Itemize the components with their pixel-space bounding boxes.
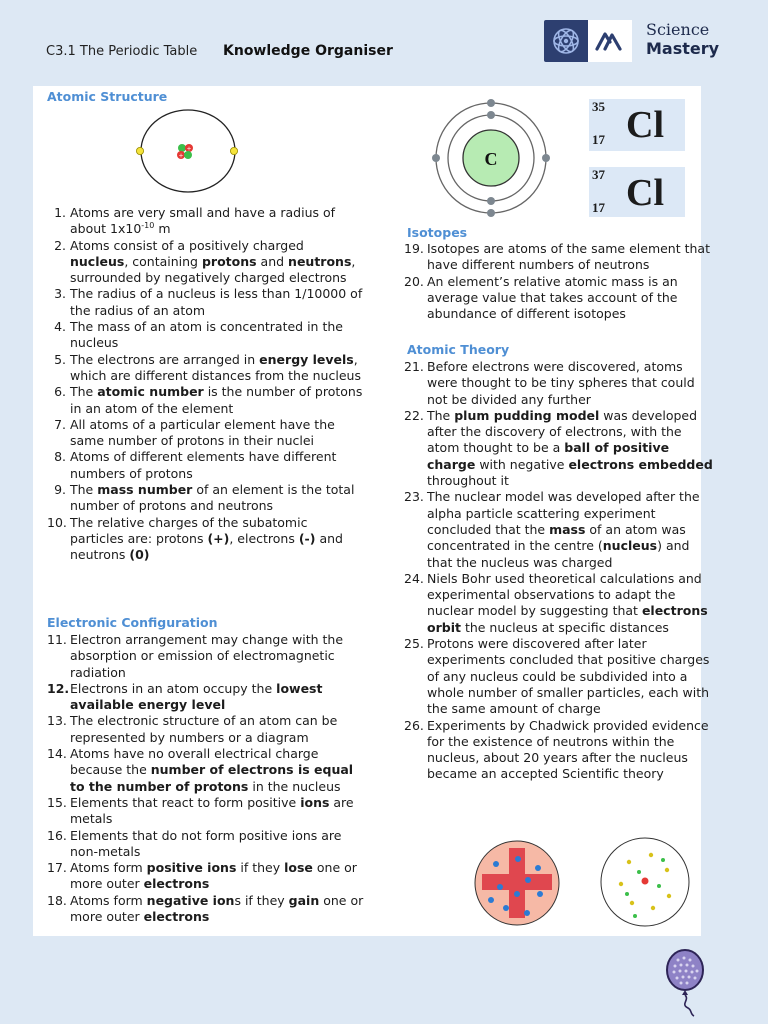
item-text: the nucleus at specific distances	[460, 619, 669, 635]
item-text: The relative charges of the subatomic particles are: protons	[70, 514, 308, 546]
item-text: The electrons are arranged in	[70, 351, 260, 367]
key-term: negative ion	[146, 892, 235, 908]
item-text: and	[256, 253, 289, 269]
key-term: plum pudding model	[454, 407, 600, 423]
page-header	[0, 0, 768, 90]
key-term: gain	[288, 892, 320, 908]
logo-wordmark	[646, 20, 719, 58]
list-item	[47, 319, 365, 352]
item-number: 15.	[47, 794, 67, 810]
logo-word-mastery: Mastery	[646, 39, 720, 58]
item-number: 1.	[54, 205, 66, 220]
list-item	[47, 632, 365, 681]
nuclear-model-icon	[599, 836, 691, 928]
item-number: 17.	[47, 860, 67, 876]
list-item	[404, 718, 716, 783]
svg-text:+: +	[178, 152, 184, 160]
isotope-card-cl-35	[589, 99, 685, 151]
isotope-card-cl-37	[589, 167, 685, 217]
carbon-atom-diagram-icon	[429, 97, 553, 219]
list-item	[47, 286, 365, 319]
key-term: nucleus	[602, 538, 658, 554]
isotope-atomic-number: 17	[592, 132, 605, 147]
item-text: Experiments by Chadwick provided evidence for the existence of neutrons within the nucleus, about 20 years after the nucleus became an accepted Scientific theory	[427, 717, 709, 782]
item-number: 21.	[404, 359, 424, 374]
list-item	[404, 359, 716, 408]
carbon-symbol: C	[484, 149, 498, 169]
list-item	[47, 828, 365, 861]
isotope-mass-number: 35	[592, 99, 605, 114]
list-item	[47, 681, 365, 714]
item-text: , which are different distances from the nucleus	[70, 351, 361, 383]
item-number: 20.	[404, 273, 424, 289]
item-text: Atoms have no overall electrical charge because the	[70, 746, 319, 778]
item-number: 22.	[404, 407, 424, 423]
key-term: electrons	[143, 909, 210, 925]
list-item	[47, 746, 365, 795]
item-text: ) and that the nucleus was charged	[427, 538, 690, 570]
isotope-mass-number: 37	[592, 167, 605, 182]
item-text: All atoms of a particular element have the same number of protons in their nuclei	[70, 416, 335, 449]
key-term: electrons orbit	[427, 603, 708, 635]
item-number: 3.	[54, 286, 66, 302]
item-text: s if they	[234, 892, 289, 908]
item-number: 16.	[47, 827, 67, 843]
key-term: protons	[201, 253, 257, 269]
list-item	[47, 860, 365, 893]
logo-emblem-icon	[544, 20, 632, 62]
item-text: Electrons in an atom occupy the	[70, 680, 277, 696]
list-item	[47, 384, 365, 417]
isotope-symbol: Cl	[626, 172, 664, 214]
item-text: one or more outer	[70, 892, 364, 925]
item-text: The radius of a nucleus is less than 1/10000 of the radius of an atom	[70, 286, 363, 318]
key-term: mass number	[97, 482, 193, 498]
knowledge-organiser-title: Knowledge Organiser	[223, 43, 393, 59]
item-number: 10.	[47, 514, 67, 530]
item-number: 5.	[54, 351, 66, 367]
item-number: 13.	[47, 713, 67, 729]
item-text: Atoms of different elements have different numbers of protons	[70, 449, 337, 481]
knowledge-organiser-sheet	[33, 86, 713, 936]
item-text: The	[427, 407, 455, 423]
item-number: 11.	[47, 632, 67, 647]
list-item	[47, 417, 365, 450]
item-text: with negative	[475, 456, 569, 472]
item-number: 9.	[54, 482, 66, 498]
item-text: throughout it	[427, 473, 509, 489]
list-item	[404, 571, 716, 636]
item-number: 23.	[404, 489, 424, 505]
key-term: nucleus	[70, 253, 125, 269]
list-item	[47, 352, 365, 385]
item-text: Atoms form	[70, 860, 147, 876]
item-number: 6.	[54, 384, 66, 400]
item-text: if they	[236, 860, 285, 876]
item-number: 12.	[47, 680, 70, 696]
item-number: 18.	[47, 892, 67, 908]
list-item	[47, 795, 365, 828]
list-item	[404, 241, 716, 274]
key-term: positive ions	[146, 860, 237, 876]
key-term: ball of positive charge	[427, 440, 670, 472]
key-term: lowest available energy level	[70, 680, 323, 713]
item-text: are metals	[70, 794, 354, 827]
item-text: of an atom was concentrated in the centre (	[427, 521, 686, 554]
key-term: (+)	[207, 530, 230, 546]
item-number: 14.	[47, 746, 67, 762]
balloon-mascot-icon	[664, 948, 710, 1018]
topic-code-title: C3.1 The Periodic Table	[46, 44, 198, 59]
item-text: was developed after the discovery of electrons, with the atom thought to be a	[427, 407, 698, 456]
section-heading-atomic-structure: Atomic Structure	[47, 89, 168, 104]
item-text: one or more outer	[70, 860, 357, 892]
key-term: electrons embedded	[568, 456, 713, 472]
section-heading-atomic-theory: Atomic Theory	[407, 342, 510, 357]
item-text: and neutrons	[70, 530, 343, 563]
list-item	[47, 482, 365, 515]
atomic-theory-list	[404, 359, 716, 783]
item-number: 19.	[404, 241, 424, 256]
electronic-configuration-list	[47, 632, 365, 925]
isotope-atomic-number: 17	[592, 200, 605, 215]
list-item	[404, 636, 716, 717]
key-term: electrons	[143, 876, 210, 892]
section-heading-electronic-configuration: Electronic Configuration	[47, 615, 218, 630]
key-term: lose	[284, 860, 313, 876]
item-text: Before electrons were discovered, atoms were thought to be tiny spheres that could not be divided any further	[427, 359, 695, 407]
item-text: in the nucleus	[248, 778, 341, 794]
logo-word-science: Science	[646, 20, 710, 39]
list-item	[47, 449, 365, 482]
item-text: , surrounded by negatively charged electrons	[70, 253, 356, 286]
item-number: 24.	[404, 570, 424, 586]
item-text: Electron arrangement may change with the absorption or emission of electromagnetic radiation	[70, 632, 344, 680]
atomic-structure-list	[47, 205, 365, 564]
svg-text:+: +	[186, 145, 192, 153]
item-text: The	[70, 384, 98, 400]
item-text: Elements that react to form positive	[70, 794, 301, 810]
isotope-symbol: Cl	[626, 104, 664, 146]
item-text: The electronic structure of an atom can be represented by numbers or a diagram	[70, 713, 338, 745]
key-term: mass	[549, 521, 586, 537]
list-item	[404, 489, 716, 570]
key-term: energy levels	[259, 351, 354, 367]
key-term: (0)	[129, 547, 150, 563]
item-text: m	[154, 221, 171, 237]
item-number: 7.	[54, 416, 66, 432]
section-heading-isotopes: Isotopes	[407, 225, 468, 240]
item-text: Atoms form	[70, 892, 147, 908]
item-text: The mass of an atom is concentrated in the nucleus	[70, 319, 343, 351]
item-text: Elements that do not form positive ions are non-metals	[70, 827, 342, 859]
isotopes-list	[404, 241, 716, 322]
atom-diagram-icon	[133, 108, 245, 194]
item-number: 25.	[404, 636, 424, 652]
list-item	[47, 893, 365, 926]
item-text: The nuclear model was developed after the alpha particle scattering experiment concluded that the	[427, 489, 700, 537]
list-item	[47, 515, 365, 564]
item-number: 4.	[54, 319, 66, 335]
item-text: -10	[141, 221, 155, 231]
key-term: ions	[300, 794, 330, 810]
science-mastery-logo	[544, 20, 632, 62]
item-text: Atoms are very small and have a radius of about 1x10	[70, 205, 336, 237]
key-term: neutrons	[288, 253, 352, 269]
item-text: Niels Bohr used theoretical calculations and experimental observations to adapt the nuclear model by suggesting that	[427, 570, 702, 619]
item-text: Isotopes are atoms of the same element that have different numbers of neutrons	[427, 241, 710, 273]
plum-pudding-model-icon	[472, 838, 562, 928]
item-text: Protons were discovered after later experiments concluded that positive charges of any nucleus could be subdivided into a whole number of smaller particles, each with the same amount of charge	[427, 636, 710, 717]
key-term: number of electrons is equal to the number of protons	[70, 762, 354, 794]
list-item	[47, 713, 365, 746]
list-item	[404, 274, 716, 323]
key-term: atomic number	[97, 384, 204, 400]
item-text: is the number of protons in an atom of the element	[70, 384, 363, 416]
list-item	[404, 408, 716, 489]
key-term: (-)	[298, 530, 316, 546]
item-text: of an element is the total number of protons and neutrons	[70, 482, 355, 514]
list-item	[47, 205, 365, 238]
item-text: The	[70, 482, 98, 498]
item-text: An element’s relative atomic mass is an average value that takes account of the abundance of different isotopes	[427, 273, 678, 322]
list-item	[47, 238, 365, 287]
item-number: 2.	[54, 237, 66, 253]
item-text: , electrons	[229, 530, 299, 546]
item-text: , containing	[124, 253, 202, 269]
item-number: 26.	[404, 717, 424, 733]
item-number: 8.	[54, 449, 66, 465]
item-text: Atoms consist of a positively charged	[70, 237, 304, 253]
